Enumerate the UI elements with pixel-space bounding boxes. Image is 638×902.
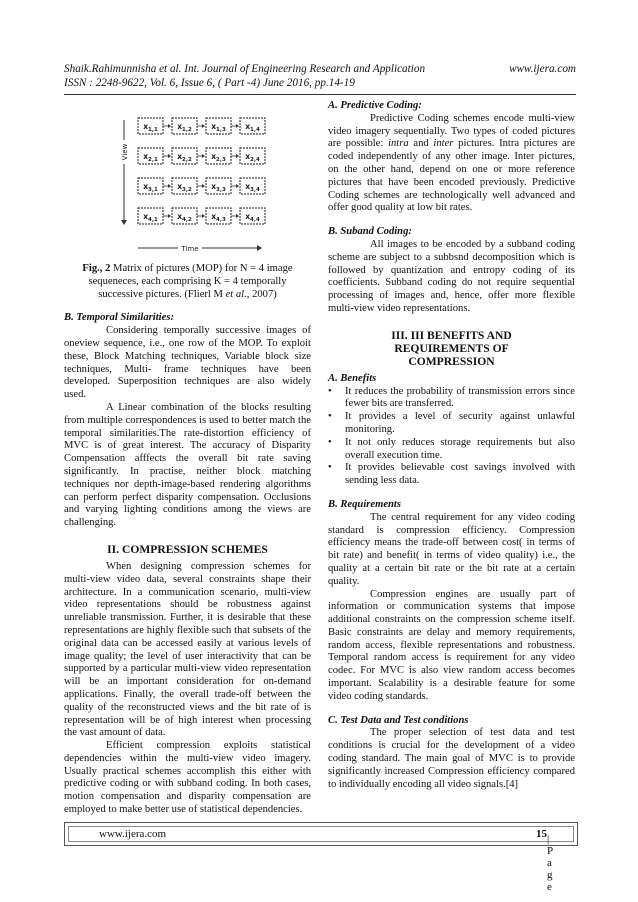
bullet-icon: •: [328, 411, 332, 423]
subband-paragraph: All images to be encoded by a subband coding scheme are subject to a subbsnd decomposition which is followed by quantization and entropy coding of its coefficients. Subband coding do not require sequential processing of images and, hence, offer more flexible multi-view video representations.: [328, 238, 575, 314]
page-number: [536, 828, 553, 893]
mop-cell-label: $x_{2,2}$: [176, 152, 192, 163]
mop-cell-label: $x_{1,2}$: [176, 122, 192, 133]
header-website: www.ijera.com: [509, 63, 576, 75]
section-2-paragraph-1: When designing compression schemes for multi-view video data, several constraints shape their architecture. In a communication scenario, multi-view video representations should be robustness against unreliable transmission. Further, it is desirable that these representations are highly flexible such that subsets of the original data can be accessed easily at various levels of image quality; the level of user interactivity that can be supported by a particular multi-view video representation will be an important consideration for on-demand applications. Finally, the overall trade-off between the quality of the reconstructed views and the bit rate of is representation will be of high interest when processing the vast amount of data.: [64, 560, 311, 739]
list-item-text: It provides believable cost savings involved with sending less data.: [345, 462, 575, 487]
time-axis-label: Time: [180, 245, 199, 253]
mop-cell-label: $x_{4,4}$: [244, 212, 260, 223]
predictive-text-a: Predictive Coding schemes encode multi-view video imagery sequentially. Two types of coded pictures are possible:: [328, 112, 575, 150]
benefits-heading: A. Benefits: [328, 372, 377, 384]
bullet-icon: •: [328, 462, 332, 474]
predictive-text-b: pictures. Intra pictures are coded independently of any other image. Inter pictures, on the other hand, depend on one or more reference pictures that have been encoded previously. Predictive Coding schemes are technologically well advanced and offer good quality at low bit rates.: [328, 138, 575, 214]
mop-cell-label: $x_{2,3}$: [210, 152, 226, 163]
time-axis-arrow: [257, 245, 262, 251]
section-3-title-line-3: COMPRESSION: [408, 354, 495, 368]
predictive-paragraph: [328, 113, 575, 215]
page-number-value: 15: [536, 828, 547, 840]
section-2-title: II. COMPRESSION SCHEMES: [107, 542, 268, 556]
list-item-text: It provides a level of security against unlawful monitoring.: [345, 411, 575, 435]
right-column: [328, 100, 575, 791]
bullet-icon: •: [328, 385, 332, 397]
mop-arrowhead: [168, 124, 171, 128]
temporal-paragraph-2: A Linear combination of the blocks resulting from multiple correspondences is used to better match the temporal similarities.The rate-distortion efficiency of MVC is of great interest. The accuracy of Disparity Compensation afffects the overall bit rate saving significantly. In practise, neither block matching techniques nor depth-image-based rendering algorithms can perform perfect disparity compensation. Occlusions and varying lighting conditions among the views are challenging.: [64, 401, 311, 529]
list-item: [328, 462, 575, 488]
mop-arrowhead: [236, 184, 239, 188]
subband-heading: B. Suband Coding:: [328, 226, 412, 238]
mop-cell-label: $x_{2,1}$: [142, 152, 158, 163]
temporal-paragraph-1: Considering temporally successive images of oneview sequence, i.e., one row of the MOP. To exploit these, Block Matching techniques, Variable block size techniques, Multi- frame techniques have been developed. Superposition techniques are also widely used.: [64, 325, 311, 401]
mop-cell-label: $x_{3,1}$: [142, 182, 158, 193]
mop-cell-label: $x_{4,1}$: [142, 212, 158, 223]
list-item: [328, 386, 575, 412]
mop-arrowhead: [236, 154, 239, 158]
mop-cell-label: $x_{1,3}$: [210, 122, 226, 133]
figure-caption: [68, 263, 307, 301]
benefits-list: [328, 386, 575, 488]
section-3-title-line-2: REQUIREMENTS OF: [394, 341, 509, 355]
mop-cell-label: $x_{3,3}$: [210, 182, 226, 193]
mop-diagram: [98, 100, 278, 260]
left-column: [64, 100, 311, 817]
page-word: | P a g e: [547, 833, 553, 893]
test-data-paragraph: The proper selection of test data and test conditions is crucial for the development of a video coding standard. The main goal of MVC is to provide significantly increased Compression efficiency compared to individually encoding all video signals.[4]: [328, 727, 575, 790]
mop-cell-label: $x_{2,4}$: [244, 152, 260, 163]
view-axis-arrow: [121, 220, 127, 225]
caption-end: , 2007): [246, 288, 277, 300]
section-3-title: [328, 329, 575, 368]
mop-arrowhead: [236, 214, 239, 218]
and-word: and: [408, 138, 434, 150]
mop-arrowhead: [202, 184, 205, 188]
page-footer: [64, 822, 578, 893]
test-data-heading: C. Test Data and Test conditions: [328, 714, 469, 726]
mop-arrowhead: [168, 184, 171, 188]
mop-cell-label: $x_{1,1}$: [142, 122, 158, 133]
mop-arrowhead: [168, 214, 171, 218]
requirements-heading: B. Requirements: [328, 498, 401, 510]
view-axis-label: View: [120, 143, 129, 161]
running-header: [64, 62, 576, 90]
mop-arrowhead: [202, 124, 205, 128]
section-2-paragraph-2: Efficient compression exploits statistical dependencies within the multi-view video imagery. Usually practical schemes accomplish this either with predictive coding or with subband coding. In both cases, motion compensation and disparity compensation are employed to make better use of statistical dependencies.: [64, 740, 311, 816]
mop-arrowhead: [202, 154, 205, 158]
mop-cell-label: $x_{4,2}$: [176, 212, 192, 223]
intra-term: intra: [388, 138, 409, 150]
caption-italic: et al.: [225, 288, 247, 300]
list-item-text: It reduces the probability of transmission errors since fewer bits are transferred.: [345, 385, 575, 410]
requirements-paragraph-2: Compression engines are usually part of information or communication systems that impose additional constraints on the compression scheme itself. Basic constraints are delay and memory requirements, random access, flexible representations and robustness. Temporal random access is requirement for any video codec. For MVC is also view random access becomes important. Scalability is a desirable feature for some video coding standards.: [328, 588, 575, 702]
header-rule: [64, 94, 576, 95]
mop-arrowhead: [168, 154, 171, 158]
mop-cell-label: $x_{4,3}$: [210, 212, 226, 223]
bullet-icon: •: [328, 436, 332, 448]
requirements-paragraph-1: The central requirement for any video coding standard is compression efficiency. Compression efficiency means the trade-off between cost( in terms of bit rate) and benefit( in terms of video quality) i.e., the quality at a certain bit rate or the bit rate at a certain quality.: [328, 511, 575, 587]
caption-label: Fig., 2: [82, 263, 111, 274]
mop-cell-label: $x_{1,4}$: [244, 122, 260, 133]
mop-cell-label: $x_{3,4}$: [244, 182, 260, 193]
issn-line: ISSN : 2248-9622, Vol. 6, Issue 6, ( Part -4) June 2016, pp.14-19: [64, 77, 355, 89]
predictive-heading: A. Predictive Coding:: [328, 100, 422, 111]
caption-text: Matrix of pictures (MOP) for N = 4 image sequeneces, each comprising K = 4 temporally successive pictures. (Flierl M: [88, 263, 293, 300]
temporal-heading: B. Temporal Similarities:: [64, 312, 174, 324]
figure-mop: [64, 100, 311, 301]
mop-cell-label: $x_{3,2}$: [176, 182, 192, 193]
list-item-text: It not only reduces storage requirements but also overall execution time.: [345, 436, 575, 461]
section-3-title-line-1: III. III BENEFITS AND: [391, 328, 512, 342]
mop-arrowhead: [202, 214, 205, 218]
inter-term: inter: [433, 138, 454, 150]
mop-arrowhead: [236, 124, 239, 128]
footer-website: www.ijera.com: [99, 828, 167, 840]
journal-title: Shaik.Rahimunnisha et al. Int. Journal of Engineering Research and Application: [64, 63, 426, 75]
list-item: [328, 411, 575, 437]
list-item: [328, 437, 575, 463]
